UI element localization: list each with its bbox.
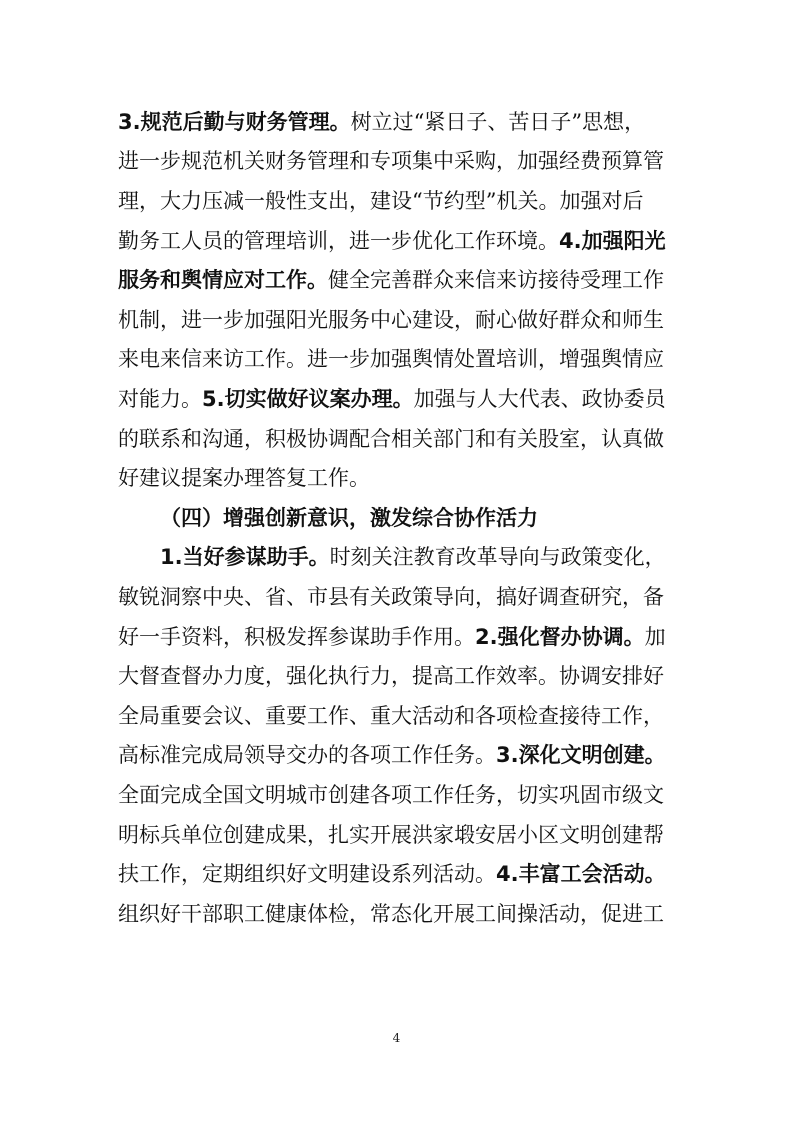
body-text: 进一步规范机关财务管理和专项集中采购，加强经费预算管 (118, 149, 664, 173)
body-text: 加 (644, 625, 666, 649)
paragraph-line (118, 108, 678, 136)
body-text: 对能力。 (118, 387, 202, 411)
bold-heading: 4.丰富工会活动。 (496, 862, 666, 886)
paragraph-line (118, 385, 678, 413)
body-text: 组织好干部职工健康体检，常态化开展工间操活动，促进工 (118, 902, 664, 926)
body-text: 高标准完成局领导交办的各项工作任务。 (118, 743, 496, 767)
paragraph-line (118, 821, 678, 849)
body-text: 敏锐洞察中央、省、市县有关政策导向，搞好调查研究，备 (118, 585, 664, 609)
paragraph-line (160, 543, 678, 571)
body-text: 健全完善群众来信来访接待受理工作 (328, 268, 664, 292)
body-text: 加强与人大代表、政协委员 (413, 387, 666, 411)
paragraph-line (118, 266, 678, 294)
paragraph-line (118, 227, 678, 255)
page-number: 4 (392, 1031, 401, 1045)
body-text: 的联系和沟通，积极协调配合相关部门和有关股室，认真做 (118, 427, 664, 451)
paragraph-line (118, 464, 678, 492)
bold-heading: 服务和舆情应对工作。 (118, 268, 328, 292)
bold-heading: 4.加强阳光 (559, 229, 666, 253)
paragraph-line (118, 702, 678, 730)
body-text: 来电来信来访工作。进一步加强舆情处置培训，增强舆情应 (118, 347, 664, 371)
section-heading-text: （四）增强创新意识，激发综合协作活力 (160, 506, 538, 530)
body-text: 时刻关注教育改革导向与政策变化， (329, 545, 666, 569)
body-text: 好建议提案办理答复工作。 (118, 466, 370, 490)
body-text: 大督查督办力度，强化执行力，提高工作效率。协调安排好 (118, 664, 664, 688)
bold-heading: 2.强化督办协调。 (475, 625, 645, 649)
paragraph-line (118, 147, 678, 175)
body-text: 好一手资料，积极发挥参谋助手作用。 (118, 625, 475, 649)
paragraph-line (118, 425, 678, 453)
paragraph-line (118, 345, 678, 373)
body-text: 理，大力压减一般性支出，建设“节约型”机关。加强对后 (118, 189, 644, 213)
body-text: 树立过“紧日子、苦日子”思想， (350, 110, 646, 134)
bold-heading: 3.深化文明创建。 (496, 743, 666, 767)
bold-heading: 5.切实做好议案办理。 (202, 387, 414, 411)
paragraph-line (118, 860, 678, 888)
bold-heading: 3.规范后勤与财务管理。 (118, 110, 351, 134)
body-text: 全局重要会议、重要工作、重大活动和各项检查接待工作， (118, 704, 664, 728)
paragraph-line (118, 623, 678, 651)
bold-heading: 1.当好参谋助手。 (160, 545, 330, 569)
body-text: 明标兵单位创建成果，扎实开展洪家塅安居小区文明创建帮 (118, 823, 664, 847)
paragraph-line (118, 306, 678, 334)
paragraph-line (118, 741, 678, 769)
body-text: 全面完成全国文明城市创建各项工作任务，切实巩固市级文 (118, 783, 664, 807)
body-text: 机制，进一步加强阳光服务中心建设，耐心做好群众和师生 (118, 308, 664, 332)
section-heading (160, 504, 678, 532)
paragraph-line (118, 900, 678, 928)
paragraph-line (118, 187, 678, 215)
paragraph-line (118, 583, 678, 611)
paragraph-line (118, 781, 678, 809)
paragraph-line (118, 662, 678, 690)
body-text: 扶工作，定期组织好文明建设系列活动。 (118, 862, 496, 886)
body-text: 勤务工人员的管理培训，进一步优化工作环境。 (118, 229, 559, 253)
